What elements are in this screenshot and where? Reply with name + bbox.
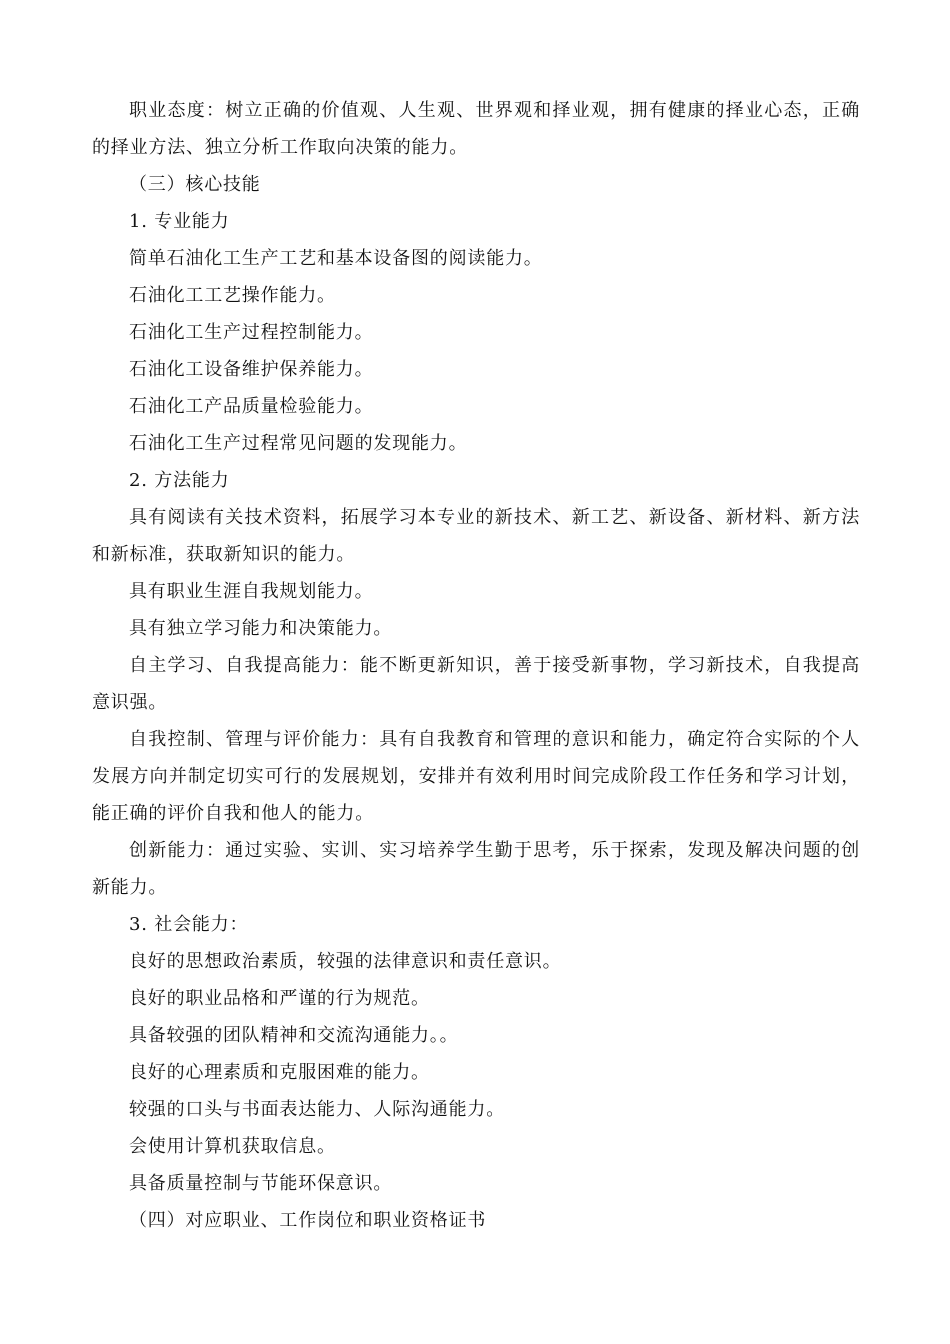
list-item: 会使用计算机获取信息。 xyxy=(129,1136,336,1157)
list-item: 具备质量控制与节能环保意识。 xyxy=(129,1173,393,1194)
list-item: 具有独立学习能力和决策能力。 xyxy=(129,618,393,639)
list-item: 石油化工工艺操作能力。 xyxy=(129,285,336,306)
section-heading-occupations-certificates: （四）对应职业、工作岗位和职业资格证书 xyxy=(129,1210,487,1231)
subheading-social-ability: 3. 社会能力： xyxy=(129,914,249,935)
list-item: 良好的心理素质和克服困难的能力。 xyxy=(129,1062,430,1083)
list-item: 石油化工产品质量检验能力。 xyxy=(129,396,374,417)
paragraph-occupational-attitude: 职业态度：树立正确的价值观、人生观、世界观和择业观，拥有健康的择业心态，正确的择业方法、独立分析工作取向决策的能力。 xyxy=(92,100,860,158)
list-item: 良好的思想政治素质，较强的法律意识和责任意识。 xyxy=(129,951,562,972)
list-item: 自主学习、自我提高能力：能不断更新知识，善于接受新事物，学习新技术，自我提高意识强。 xyxy=(92,655,860,713)
list-item: 具有阅读有关技术资料，拓展学习本专业的新技术、新工艺、新设备、新材料、新方法和新标准，获取新知识的能力。 xyxy=(92,507,860,565)
subheading-professional-ability: 1. 专业能力 xyxy=(129,211,230,232)
list-item: 具备较强的团队精神和交流沟通能力。。 xyxy=(129,1025,459,1046)
list-item: 具有职业生涯自我规划能力。 xyxy=(129,581,374,602)
list-item: 石油化工设备维护保养能力。 xyxy=(129,359,374,380)
list-item: 石油化工生产过程控制能力。 xyxy=(129,322,374,343)
list-item: 石油化工生产过程常见问题的发现能力。 xyxy=(129,433,468,454)
list-item: 较强的口头与书面表达能力、人际沟通能力。 xyxy=(129,1099,505,1120)
subheading-method-ability: 2. 方法能力 xyxy=(129,470,230,491)
list-item: 自我控制、管理与评价能力：具有自我教育和管理的意识和能力，确定符合实际的个人发展方向并制定切实可行的发展规划，安排并有效利用时间完成阶段工作任务和学习计划，能正确的评价自我和他人的能力。 xyxy=(92,729,860,824)
section-heading-core-skills: （三）核心技能 xyxy=(129,174,261,195)
document-body xyxy=(92,92,860,1239)
list-item: 简单石油化工生产工艺和基本设备图的阅读能力。 xyxy=(129,248,543,269)
list-item: 创新能力：通过实验、实训、实习培养学生勤于思考，乐于探索，发现及解决问题的创新能力。 xyxy=(92,840,860,898)
list-item: 良好的职业品格和严谨的行为规范。 xyxy=(129,988,430,1009)
